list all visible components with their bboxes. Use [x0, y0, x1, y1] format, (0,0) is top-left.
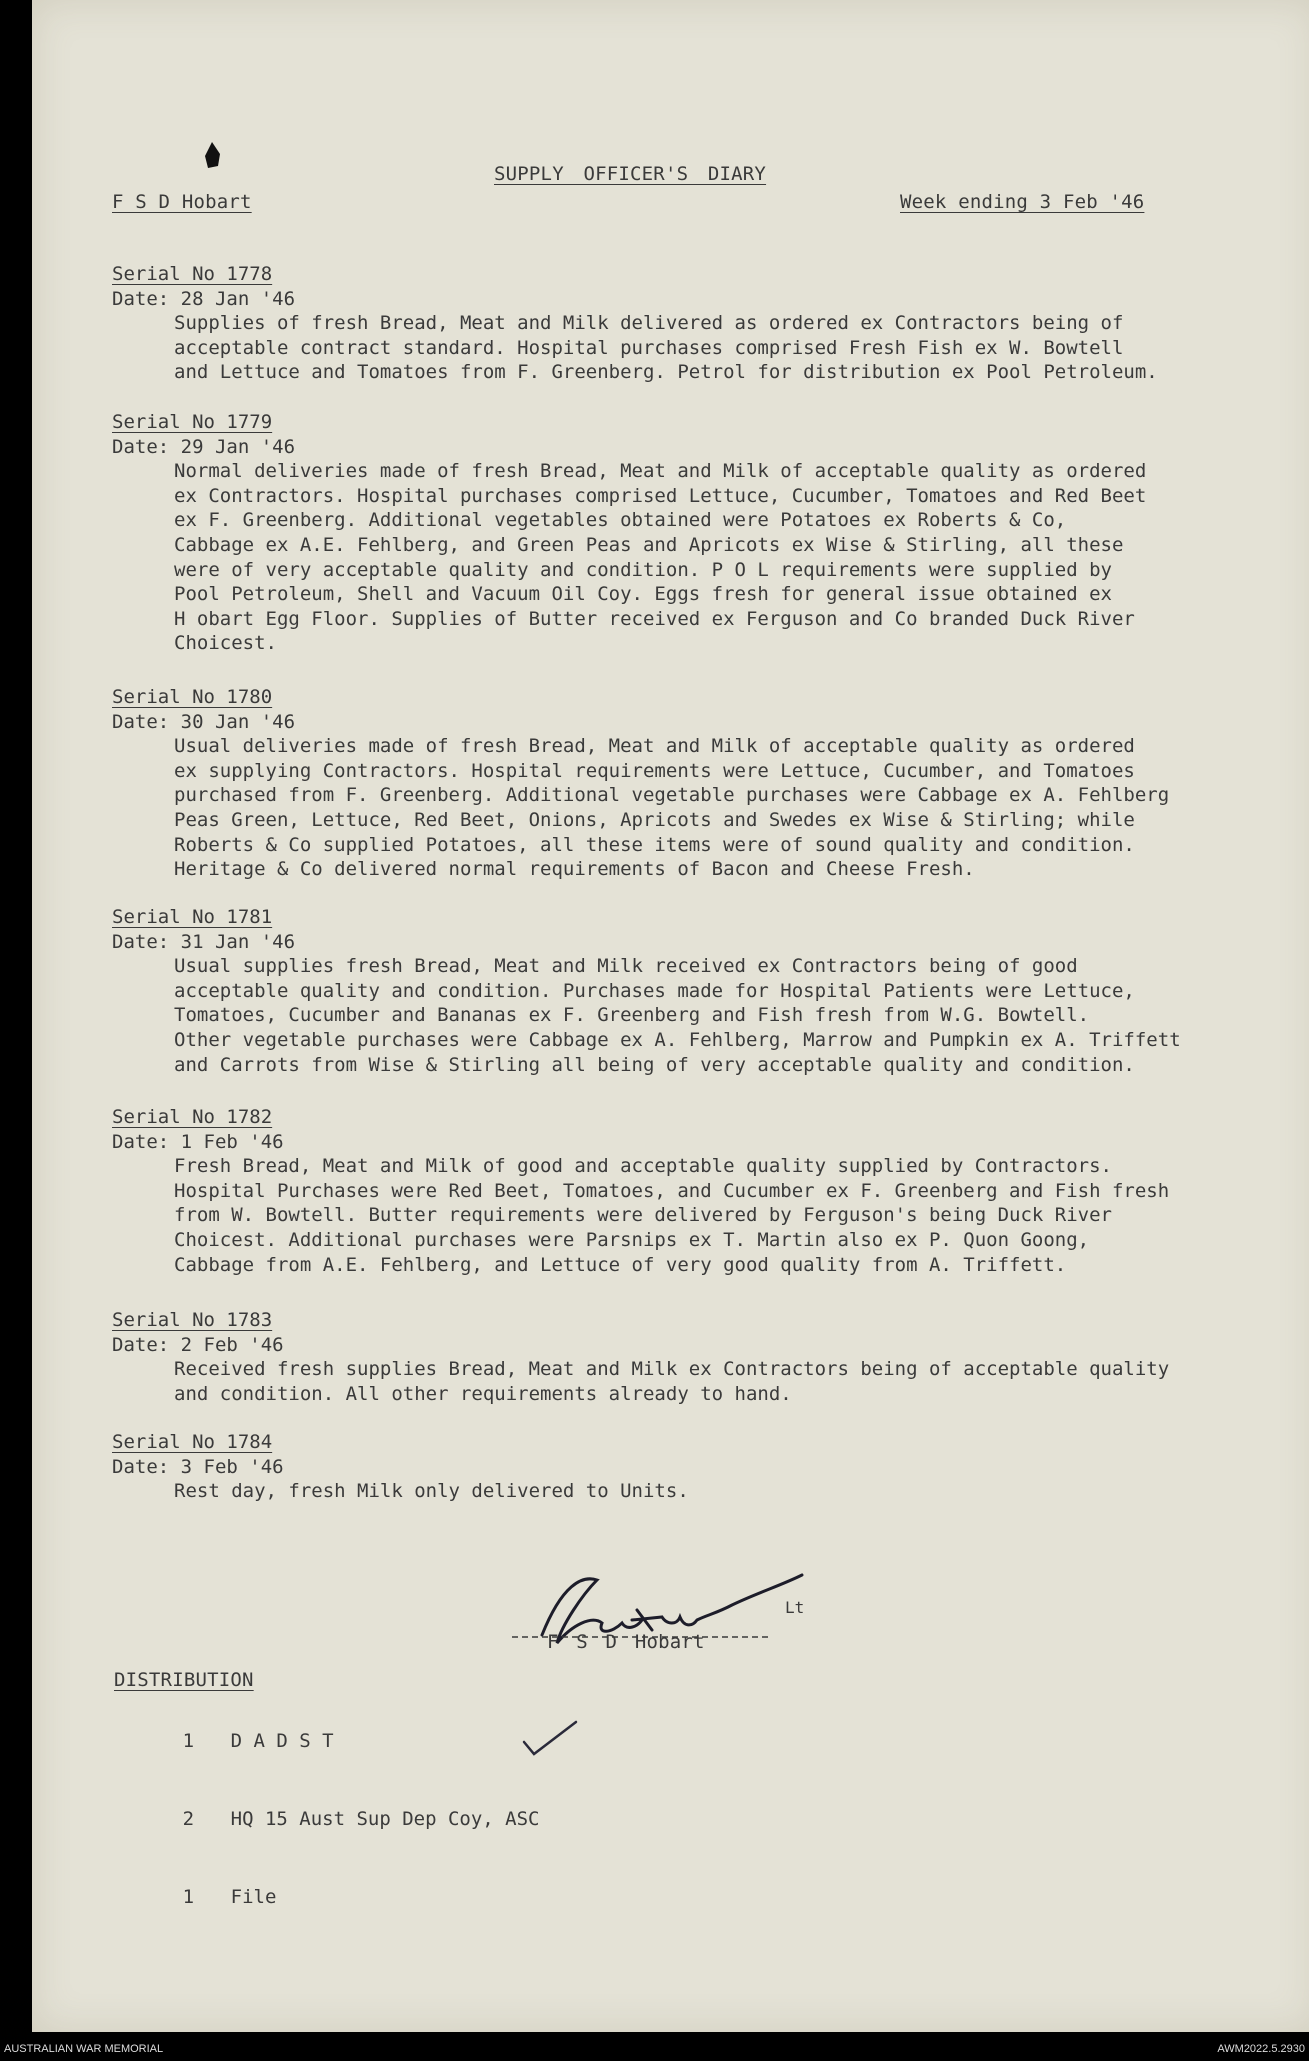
serial-number: Serial No 1782 — [112, 1106, 273, 1128]
serial-number: Serial No 1784 — [112, 1431, 273, 1453]
distribution-count: 2 — [182, 1808, 195, 1830]
distribution-heading: DISTRIBUTION — [114, 1669, 254, 1691]
entry-date: Date: 31 Jan '46 — [112, 930, 296, 953]
distribution-recipient: File — [230, 1886, 277, 1908]
entry-date: Date: 28 Jan '46 — [112, 287, 296, 310]
entry-text: Received fresh supplies Bread, Meat and Milk ex Contractors being of acceptable quality and condition. All other requirements already to hand. — [174, 1358, 1170, 1405]
entry-text: Normal deliveries made of fresh Bread, Meat and Milk of acceptable quality as ordered ex Contractors. Hospital purchases comprised Lettuce, Cucumber, Tomatoes and Red Beet ex F. Greenberg. Additional vegetables obtained were Potatoes ex Roberts & Co, Cabbage ex A.E. Fehlberg, and Green Peas and Apricots ex Wise & Stirling, all these were of very acceptable quality and condition. P O L requirements were supplied by Pool Petroleum, Shell and Vacuum Oil Coy. Eggs fresh for general issue obtained ex H obart Egg Floor. Supplies of Butter received ex Ferguson and Co branded Duck River Choicest. — [174, 460, 1147, 655]
diary-entry — [112, 1308, 1292, 1406]
entry-date: Date: 2 Feb '46 — [112, 1333, 284, 1356]
signatory-unit: F S D Hobart — [547, 1631, 705, 1653]
entry-text: Rest day, fresh Milk only delivered to Units. — [174, 1480, 689, 1503]
tick-mark — [520, 1718, 580, 1758]
punch-hole-mark — [202, 140, 224, 170]
distribution-count: 1 — [182, 1730, 195, 1752]
serial-number: Serial No 1783 — [112, 1309, 273, 1331]
archive-footer — [0, 2035, 1309, 2061]
archive-reference: AWM2022.5.2930 — [1217, 2043, 1305, 2055]
distribution-item — [114, 1858, 540, 1936]
entry-text: Fresh Bread, Meat and Milk of good and acceptable quality supplied by Contractors. Hospital Purchases were Red Beet, Tomatoes, and Cucumber ex F. Greenberg and Fish fresh from W. Bowtell. Butter requirements were delivered by Ferguson's being Duck River Choicest. Additional purchases were Parsnips ex T. Martin also ex P. Quon Goong, Cabbage from A.E. Fehlberg, and Lettuce of very good quality from A. Triffett. — [174, 1155, 1170, 1276]
distribution-list — [114, 1702, 540, 1936]
document-origin: F S D Hobart — [112, 191, 252, 213]
diary-entry — [112, 905, 1292, 1077]
document-title: SUPPLY OFFICER'S DIARY — [494, 163, 767, 185]
entry-date: Date: 3 Feb '46 — [112, 1455, 284, 1478]
diary-entry — [112, 685, 1292, 882]
entry-text: Supplies of fresh Bread, Meat and Milk delivered as ordered ex Contractors being of acceptable contract standard. Hospital purchases comprised Fresh Fish ex W. Bowtell and Lettuce and Tomatoes from F. Greenberg. Petrol for distribution ex Pool Petroleum. — [174, 312, 1158, 384]
entry-text: Usual supplies fresh Bread, Meat and Milk received ex Contractors being of good acceptable quality and condition. Purchases made for Hospital Patients were Lettuce, Tomatoes, Cucumber and Bananas ex F. Greenberg and Fish fresh from W.G. Bowtell. Other vegetable purchases were Cabbage ex A. Fehlberg, Marrow and Pumpkin ex A. Triffett and Carrots from Wise & Stirling all being of very acceptable quality and condition. — [174, 955, 1181, 1076]
diary-entry — [112, 410, 1292, 656]
serial-number: Serial No 1779 — [112, 411, 273, 433]
entry-date: Date: 30 Jan '46 — [112, 710, 296, 733]
document-page — [32, 0, 1309, 2032]
distribution-recipient: HQ 15 Aust Sup Dep Coy, ASC — [230, 1808, 540, 1830]
week-ending: Week ending 3 Feb '46 — [900, 191, 1145, 213]
serial-number: Serial No 1781 — [112, 906, 273, 928]
entry-text: Usual deliveries made of fresh Bread, Meat and Milk of acceptable quality as ordered ex supplying Contractors. Hospital requirements were Lettuce, Cucumber, and Tomatoes purchased from F. Greenberg. Additional vegetable purchases were Cabbage ex A. Fehlberg Peas Green, Lettuce, Red Beet, Onions, Apricots and Swedes ex Wise & Stirling; while Roberts & Co supplied Potatoes, all these items were of sound quality and condition. Heritage & Co delivered normal requirements of Bacon and Cheese Fresh. — [174, 735, 1170, 881]
distribution-item — [114, 1702, 540, 1780]
entry-date: Date: 29 Jan '46 — [112, 435, 296, 458]
distribution-recipient: D A D S T — [230, 1730, 334, 1752]
signatory-rank: Lt — [785, 1598, 805, 1617]
distribution-item — [114, 1780, 540, 1858]
archive-name: AUSTRALIAN WAR MEMORIAL — [4, 2043, 164, 2055]
serial-number: Serial No 1780 — [112, 686, 273, 708]
diary-entry — [112, 1430, 1292, 1504]
entry-date: Date: 1 Feb '46 — [112, 1130, 284, 1153]
diary-entry — [112, 262, 1292, 385]
serial-number: Serial No 1778 — [112, 263, 273, 285]
diary-entry — [112, 1105, 1292, 1277]
distribution-count: 1 — [182, 1886, 195, 1908]
